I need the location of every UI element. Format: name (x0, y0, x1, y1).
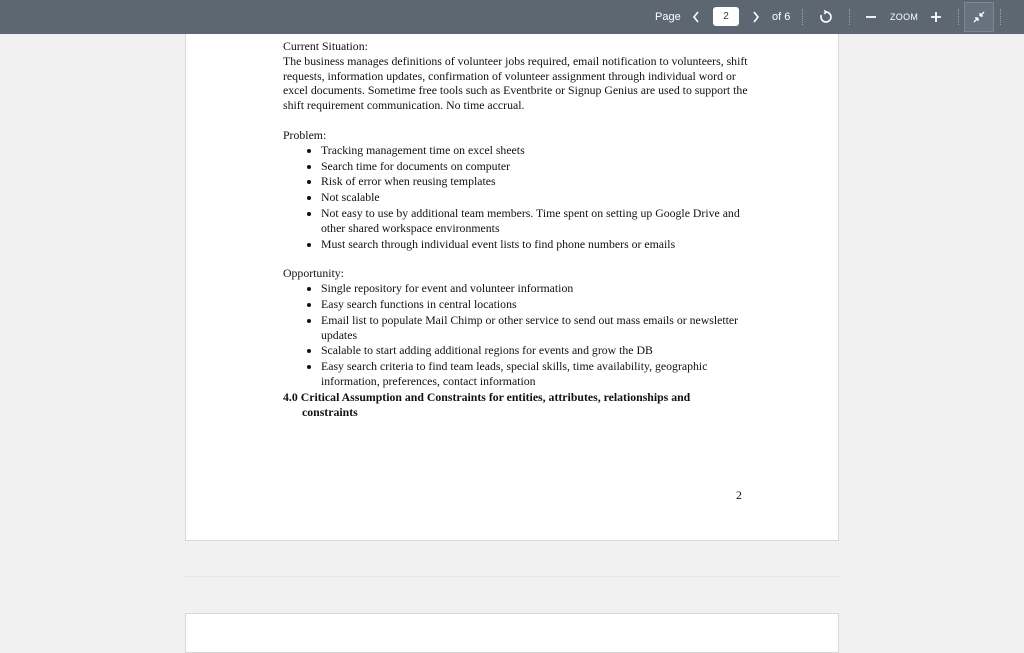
section-heading-line2: constraints (302, 404, 358, 419)
page-content (283, 39, 753, 419)
opportunity-title: Opportunity: (283, 266, 344, 281)
rotate-icon (818, 9, 834, 25)
zoom-in-button[interactable] (925, 0, 947, 34)
page-count: of 6 (772, 11, 791, 23)
previous-page-button[interactable] (685, 0, 707, 34)
page-number-input[interactable]: 2 (713, 7, 739, 26)
section-heading-line1: 4.0 Critical Assumption and Constraints for entities, attributes, relationships and (283, 389, 691, 404)
list-item: • Not easy to use by additional team members. Time spent on setting up Google Drive and other shared workspace environments (321, 206, 753, 236)
zoom-out-button[interactable] (860, 0, 882, 34)
chevron-right-icon (751, 10, 761, 24)
current-situation-body: The business manages definitions of volunteer jobs required, email notification to volunteers, shift requests, information updates, confirmation of volunteer assignment through individual word or excel documents. Sometime free tools such as Eventbrite or Signup Genius are used to support the shift requirement communication. No time accrual. (283, 53, 748, 113)
viewer-toolbar (0, 0, 1024, 34)
list-item: • Risk of error when reusing templates (321, 174, 753, 189)
list-item: • Easy search functions in central locations (321, 297, 753, 312)
current-situation-title: Current Situation: (283, 39, 368, 53)
opportunity-list (283, 281, 753, 389)
list-item: • Scalable to start adding additional regions for events and grow the DB (321, 343, 753, 358)
list-item: • Not scalable (321, 190, 753, 205)
list-item: • Must search through individual event lists to find phone numbers or emails (321, 237, 753, 252)
rotate-button[interactable] (815, 0, 837, 34)
list-item: • Tracking management time on excel sheets (321, 143, 753, 158)
problem-section (283, 128, 753, 251)
chevron-left-icon (691, 10, 701, 24)
plus-icon (930, 11, 942, 23)
page-number: 2 (736, 488, 742, 502)
next-document-page (185, 613, 839, 653)
collapse-icon (972, 10, 986, 24)
minus-icon (865, 11, 877, 23)
problem-title: Problem: (283, 127, 327, 142)
zoom-label: ZOOM (890, 12, 919, 22)
document-page (185, 34, 839, 541)
opportunity-section (283, 266, 753, 388)
toolbar-separator (958, 9, 960, 25)
problem-list (283, 143, 753, 252)
fit-page-button[interactable] (964, 2, 994, 32)
list-item: • Easy search criteria to find team leads, special skills, time availability, geographic information, preferences, contact information (321, 359, 753, 389)
page-label: Page (655, 11, 681, 23)
toolbar-separator (802, 9, 804, 25)
section-heading (283, 390, 753, 420)
list-item: • Search time for documents on computer (321, 159, 753, 174)
next-page-button[interactable] (745, 0, 767, 34)
toolbar-separator (849, 9, 851, 25)
page-divider (185, 576, 839, 577)
list-item: • Email list to populate Mail Chimp or other service to send out mass emails or newsletter updates (321, 313, 753, 343)
toolbar-separator (1000, 9, 1002, 25)
list-item: • Single repository for event and volunteer information (321, 281, 753, 296)
